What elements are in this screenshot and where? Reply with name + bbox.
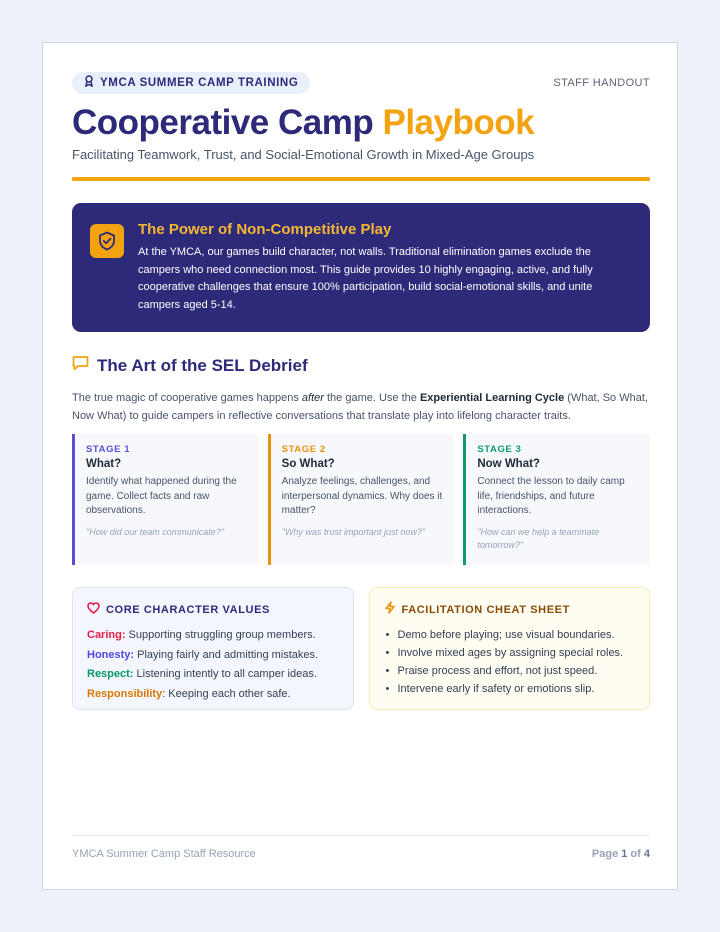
program-badge <box>72 72 310 94</box>
title-accent: Playbook <box>382 103 535 142</box>
value-term: Honesty: <box>87 648 135 661</box>
value-term: Caring: <box>87 629 126 641</box>
value-item <box>87 665 339 685</box>
hero-title: The Power of Non-Competitive Play <box>138 221 392 238</box>
tips-card <box>369 587 651 710</box>
page-content <box>72 72 650 710</box>
stage-number: STAGE 1 <box>86 444 131 455</box>
stage-description: Connect the lesson to daily camp life, friendships, and future interactions. <box>477 476 625 516</box>
page-title <box>72 103 650 143</box>
tips-heading <box>384 601 636 619</box>
value-text: Listening intently to all camper ideas. <box>133 668 317 680</box>
stage-number: STAGE 2 <box>281 444 326 455</box>
page-subtitle: Facilitating Teamwork, Trust, and Social-Emotional Growth in Mixed-Age Groups <box>72 147 535 162</box>
stage-card <box>268 434 455 565</box>
footer-resource-label: YMCA Summer Camp Staff Resource <box>72 848 256 860</box>
award-icon <box>84 74 94 92</box>
list-item: • Intervene early if safety or emotions slip. <box>384 680 636 698</box>
value-item <box>87 685 339 705</box>
handout-page <box>42 42 678 890</box>
page-footer <box>72 835 650 860</box>
handout-label: STAFF HANDOUT <box>553 77 650 89</box>
stage-question: "How can we help a teammate tomorrow?" <box>477 526 600 550</box>
debrief-intro <box>72 389 650 425</box>
title-divider <box>72 177 650 181</box>
values-heading <box>87 601 339 619</box>
intro-bold: Experiential Learning Cycle <box>419 392 565 404</box>
hero-body <box>138 221 630 314</box>
info-cards <box>72 587 650 710</box>
values-title: CORE CHARACTER VALUES <box>106 604 270 616</box>
stage-name: Now What? <box>477 458 540 470</box>
tips-title: FACILITATION CHEAT SHEET <box>401 604 570 616</box>
list-item: • Praise process and effort, not just speed. <box>384 662 636 680</box>
value-text: Supporting struggling group members. <box>125 629 316 641</box>
top-bar <box>72 72 650 94</box>
debrief-title: The Art of the SEL Debrief <box>97 355 308 375</box>
chat-bubble-icon <box>72 355 89 376</box>
page-number <box>592 848 650 860</box>
stage-card <box>463 434 650 565</box>
page-current: 1 <box>621 848 628 860</box>
intro-part: The true magic of cooperative games happens <box>72 392 302 404</box>
stage-description: Analyze feelings, challenges, and interpersonal dynamics. Why does it matter? <box>281 476 443 516</box>
badge-label: YMCA SUMMER CAMP TRAINING <box>100 77 299 89</box>
values-card <box>72 587 354 710</box>
stage-card <box>72 434 259 565</box>
debrief-heading <box>72 355 650 376</box>
title-main: Cooperative Camp <box>72 103 383 142</box>
value-term: Respect: <box>87 668 134 680</box>
debrief-stages <box>72 434 650 565</box>
stage-number: STAGE 3 <box>477 444 522 455</box>
page-of: of <box>627 848 644 860</box>
shield-check-icon <box>90 224 124 258</box>
page-total: 4 <box>643 848 650 860</box>
list-item: • Involve mixed ages by assigning special roles. <box>384 644 636 662</box>
stage-question: "Why was trust important just now?" <box>281 526 426 537</box>
value-term: Responsibility <box>87 687 163 700</box>
page-word: Page <box>591 848 622 860</box>
intro-emphasis: after <box>301 392 324 404</box>
intro-part: the game. Use the <box>323 392 420 404</box>
stage-description: Identify what happened during the game. Collect facts and raw observations. <box>86 476 237 516</box>
list-item: • Demo before playing; use visual boundaries. <box>384 626 636 644</box>
stage-question: "How did our team communicate?" <box>86 526 224 537</box>
value-item <box>87 626 339 646</box>
hero-text: At the YMCA, our games build character, not walls. Traditional elimination games exclude the campers who need connection most. This guide provides 10 highly engaging, active, and fully cooperative challenges that ensure 100% participation, build social-emotional skills, and unite campers aged 5-14. <box>138 246 593 311</box>
value-text: Playing fairly and admitting mistakes. <box>134 648 319 661</box>
lightning-icon <box>384 601 396 619</box>
heart-icon <box>87 601 100 619</box>
stage-name: What? <box>86 458 122 470</box>
hero-callout <box>72 203 650 332</box>
value-item <box>87 646 339 666</box>
value-text: : Keeping each other safe. <box>162 687 291 700</box>
tips-list <box>384 626 636 698</box>
stage-name: So What? <box>281 458 335 470</box>
intro-part: (What, So What, Now What) to guide campers in reflective conversations that translate play into lifelong character traits. <box>72 392 648 422</box>
